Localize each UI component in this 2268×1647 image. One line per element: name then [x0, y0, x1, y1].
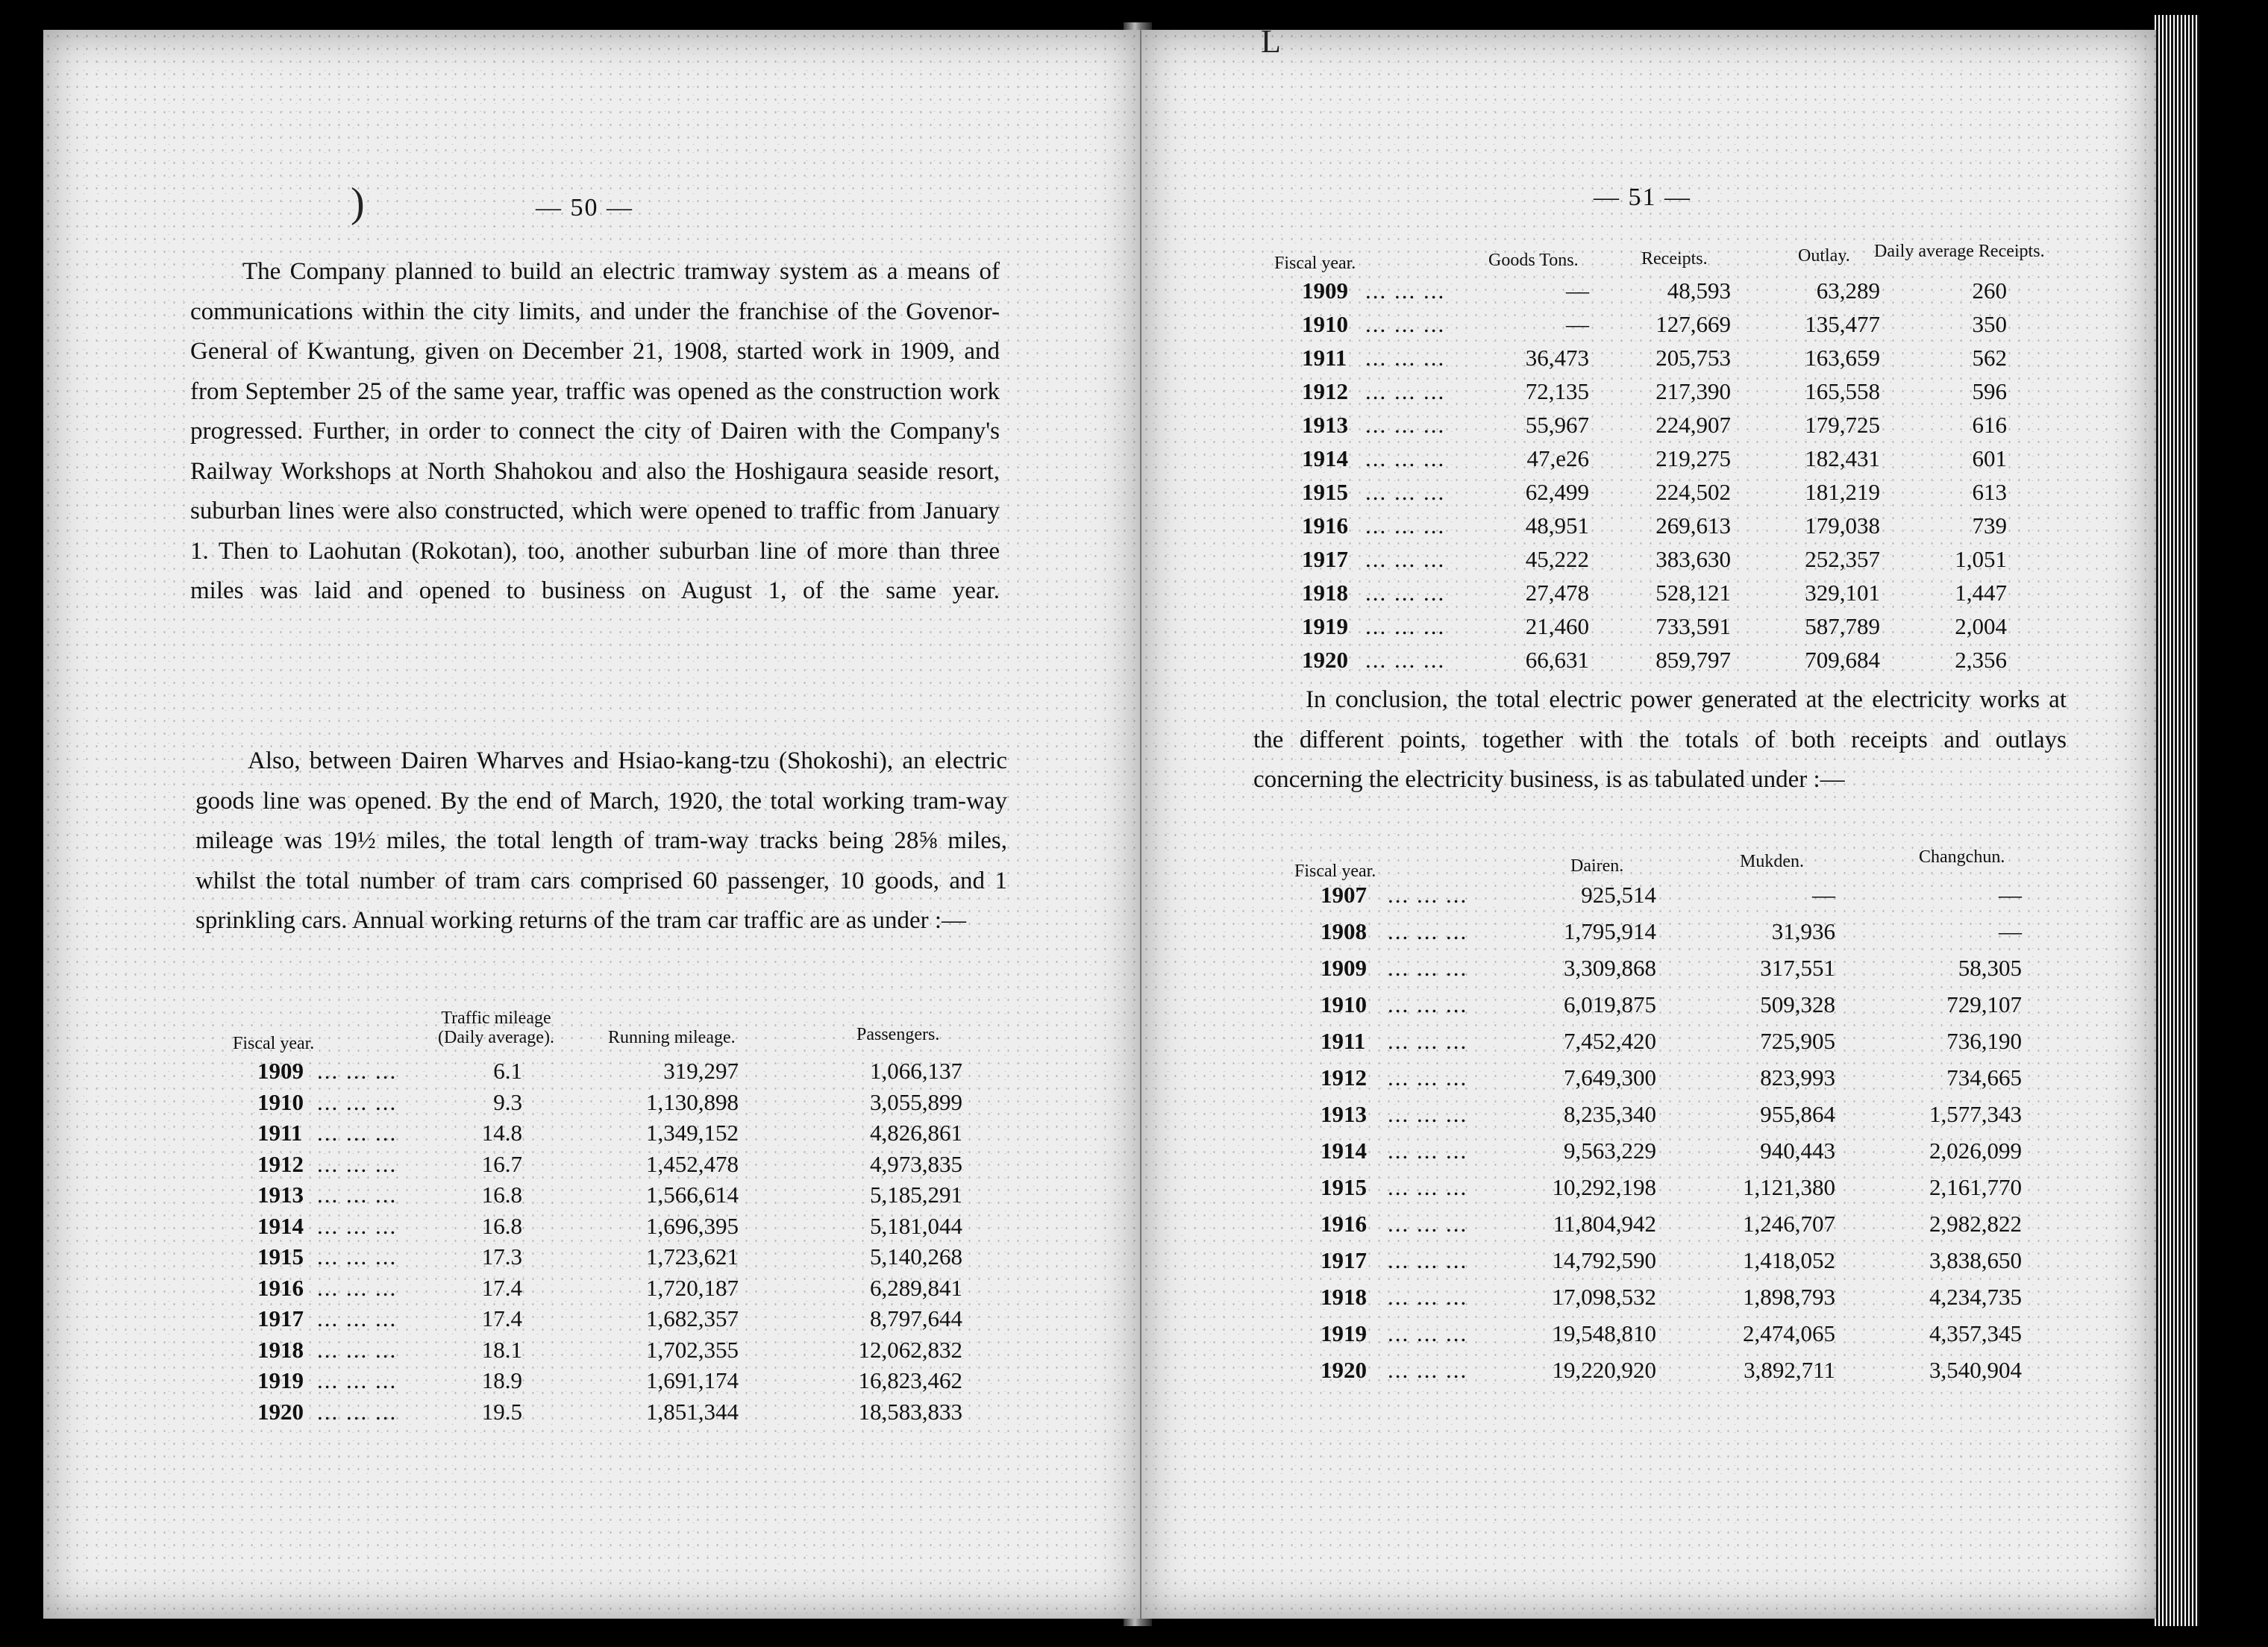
dairen-cell: 7,649,300 [1564, 1064, 1656, 1091]
goods-tons-cell: 66,631 [1525, 647, 1589, 673]
year-cell: 1919 [257, 1367, 304, 1393]
year-cell: 1911 [257, 1120, 303, 1146]
passengers-cell: 16,823,462 [858, 1367, 962, 1393]
leader-dots: ... ... ... [317, 1367, 398, 1393]
year-cell: 1918 [1321, 1284, 1367, 1310]
dairen-cell: 925,514 [1581, 882, 1656, 908]
leader-dots: ... ... ... [1388, 1284, 1468, 1310]
leader-dots: ... ... ... [1388, 1357, 1468, 1383]
mukden-cell: 1,121,380 [1743, 1174, 1835, 1200]
daily-average-cell: 1,051 [1955, 546, 2007, 572]
traffic-mileage-cell: 16.8 [481, 1182, 522, 1208]
outlay-cell: 63,289 [1816, 277, 1880, 304]
changchun-cell: 3,540,904 [1929, 1357, 2022, 1383]
leader-dots: ... ... ... [317, 1088, 398, 1115]
year-cell: 1914 [1302, 445, 1348, 471]
running-mileage-cell: 1,691,174 [646, 1367, 739, 1393]
leader-dots: ... ... ... [317, 1274, 398, 1301]
traffic-mileage-cell: 17.4 [481, 1305, 522, 1331]
traffic-mileage-cell: 6.1 [493, 1058, 522, 1084]
passengers-cell: 1,066,137 [870, 1058, 962, 1084]
leader-dots: ... ... ... [1388, 955, 1468, 981]
receipts-cell: 383,630 [1655, 546, 1731, 572]
leader-dots: ... ... ... [1365, 345, 1446, 371]
running-mileage-cell: 1,702,355 [646, 1336, 739, 1363]
goods-tons-cell: 48,951 [1525, 512, 1589, 539]
header-dairen: Dairen. [1570, 856, 1624, 876]
header-traffic-mileage [425, 1008, 567, 1047]
leader-dots: ... ... ... [317, 1243, 398, 1270]
running-mileage-cell: 1,720,187 [646, 1274, 739, 1301]
header-fiscal-year: Fiscal year. [233, 1034, 315, 1053]
passengers-cell: 5,181,044 [870, 1212, 962, 1239]
page-edges [2155, 15, 2199, 1626]
goods-tons-cell: 72,135 [1525, 378, 1589, 404]
dairen-cell: 3,309,868 [1564, 955, 1656, 981]
leader-dots: ... ... ... [1388, 918, 1468, 944]
leader-dots: ... ... ... [1388, 1138, 1468, 1164]
traffic-mileage-cell: 18.1 [481, 1336, 522, 1363]
goods-tons-cell: 62,499 [1525, 479, 1589, 505]
leader-dots: ... ... ... [317, 1336, 398, 1363]
outlay-cell: 587,789 [1805, 613, 1880, 639]
passengers-cell: 18,583,833 [858, 1398, 962, 1425]
dairen-cell: 19,220,920 [1552, 1357, 1656, 1383]
header-daily-average: Daily average Receipts. [1874, 242, 2045, 261]
running-mileage-cell: 1,130,898 [646, 1088, 739, 1115]
dairen-cell: 17,098,532 [1552, 1284, 1656, 1310]
margin-mark: ) [351, 180, 365, 226]
receipts-cell: 224,907 [1655, 412, 1731, 438]
corner-mark: L [1261, 23, 1281, 60]
leader-dots: ... ... ... [1365, 647, 1446, 673]
goods-tons-cell: — [1566, 311, 1589, 337]
year-cell: 1915 [1302, 479, 1348, 505]
year-cell: 1916 [257, 1274, 304, 1301]
changchun-cell: 2,161,770 [1929, 1174, 2022, 1200]
outlay-cell: 179,725 [1805, 412, 1880, 438]
mukden-cell: 31,936 [1771, 918, 1835, 944]
header-goods-tons: Goods Tons. [1488, 251, 1579, 270]
dairen-cell: 14,792,590 [1552, 1247, 1656, 1273]
changchun-cell: 4,234,735 [1929, 1284, 2022, 1310]
year-cell: 1911 [1302, 345, 1347, 371]
running-mileage-cell: 1,696,395 [646, 1212, 739, 1239]
outlay-cell: 329,101 [1805, 580, 1880, 606]
year-cell: 1919 [1302, 613, 1348, 639]
passengers-cell: 5,140,268 [870, 1243, 962, 1270]
dairen-cell: 19,548,810 [1552, 1320, 1656, 1346]
dairen-cell: 11,804,942 [1553, 1211, 1656, 1237]
header-traffic-line2: (Daily average). [438, 1028, 554, 1047]
header-outlay: Outlay. [1798, 246, 1850, 266]
receipts-cell: 205,753 [1655, 345, 1731, 371]
daily-average-cell: 596 [1972, 378, 2007, 404]
outlay-cell: 182,431 [1805, 445, 1880, 471]
mukden-cell: 509,328 [1760, 991, 1835, 1017]
leader-dots: ... ... ... [317, 1058, 398, 1084]
year-cell: 1915 [1321, 1174, 1367, 1200]
leader-dots: ... ... ... [317, 1120, 398, 1146]
traffic-mileage-cell: 17.3 [481, 1243, 522, 1270]
changchun-cell: 2,026,099 [1929, 1138, 2022, 1164]
running-mileage-cell: 1,682,357 [646, 1305, 739, 1331]
year-cell: 1907 [1321, 882, 1367, 908]
daily-average-cell: 616 [1972, 412, 2007, 438]
mukden-cell: 940,443 [1760, 1138, 1835, 1164]
left-paragraph-1: The Company planned to build an electric tramway system as a means of communications within the city limits, and under the franchise of the Govenor-General of Kwantung, given on December 21, 1908, started work in 1909, and from September 25 of the same year, traffic was opened as the construction work progressed. Further, in order to connect the city of Dairen with the Company's Railway Workshops at North Shahokou and also the Hoshigaura seaside resort, suburban lines were also constructed, which were opened to traffic from January 1. Then to Laohutan (Rokotan), too, another suburban line of more than three miles was laid and opened to business on August 1, of the same year. [190, 258, 1000, 604]
dairen-cell: 10,292,198 [1552, 1174, 1656, 1200]
header-receipts: Receipts. [1641, 249, 1708, 269]
mukden-cell: 725,905 [1760, 1028, 1835, 1054]
leader-dots: ... ... ... [1388, 991, 1468, 1017]
daily-average-cell: 739 [1972, 512, 2007, 539]
daily-average-cell: 601 [1972, 445, 2007, 471]
year-cell: 1910 [1321, 991, 1367, 1017]
passengers-cell: 12,062,832 [858, 1336, 962, 1363]
goods-tons-cell: 36,473 [1525, 345, 1589, 371]
mukden-cell: — [1812, 882, 1835, 908]
mukden-cell: 3,892,711 [1744, 1357, 1835, 1383]
receipts-cell: 224,502 [1655, 479, 1731, 505]
leader-dots: ... ... ... [317, 1398, 398, 1425]
traffic-mileage-cell: 14.8 [481, 1120, 522, 1146]
year-cell: 1918 [257, 1336, 304, 1363]
daily-average-cell: 2,004 [1955, 613, 2007, 639]
traffic-mileage-cell: 17.4 [481, 1274, 522, 1301]
year-cell: 1920 [1302, 647, 1348, 673]
leader-dots: ... ... ... [1365, 277, 1446, 304]
outlay-cell: 709,684 [1805, 647, 1880, 673]
receipts-cell: 269,613 [1655, 512, 1731, 539]
daily-average-cell: 350 [1972, 311, 2007, 337]
leader-dots: ... ... ... [317, 1305, 398, 1331]
outlay-cell: 165,558 [1805, 378, 1880, 404]
dairen-cell: 7,452,420 [1564, 1028, 1656, 1054]
header-mukden: Mukden. [1740, 852, 1804, 871]
year-cell: 1911 [1321, 1028, 1366, 1054]
year-cell: 1912 [257, 1150, 304, 1177]
traffic-mileage-cell: 9.3 [493, 1088, 522, 1115]
changchun-cell: 4,357,345 [1929, 1320, 2022, 1346]
passengers-cell: 4,973,835 [870, 1150, 962, 1177]
daily-average-cell: 2,356 [1955, 647, 2007, 673]
header-changchun: Changchun. [1919, 847, 2005, 867]
changchun-cell: 2,982,822 [1929, 1211, 2022, 1237]
receipts-cell: 48,593 [1667, 277, 1731, 304]
leader-dots: ... ... ... [1388, 1101, 1468, 1127]
changchun-cell: 734,665 [1946, 1064, 2022, 1091]
leader-dots: ... ... ... [317, 1182, 398, 1208]
year-cell: 1912 [1302, 378, 1348, 404]
leader-dots: ... ... ... [1365, 512, 1446, 539]
header-passengers: Passengers. [856, 1025, 940, 1044]
changchun-cell: 1,577,343 [1929, 1101, 2022, 1127]
changchun-cell: — [1999, 882, 2022, 908]
receipts-cell: 733,591 [1655, 613, 1731, 639]
year-cell: 1918 [1302, 580, 1348, 606]
outlay-cell: 179,038 [1805, 512, 1880, 539]
goods-tons-cell: 45,222 [1525, 546, 1589, 572]
leader-dots: ... ... ... [317, 1212, 398, 1239]
year-cell: 1917 [1302, 546, 1348, 572]
running-mileage-cell: 1,452,478 [646, 1150, 739, 1177]
year-cell: 1914 [1321, 1138, 1367, 1164]
leader-dots: ... ... ... [1388, 1247, 1468, 1273]
year-cell: 1914 [257, 1212, 304, 1239]
year-cell: 1920 [257, 1398, 304, 1425]
goods-tons-cell: 27,478 [1525, 580, 1589, 606]
changchun-cell: 729,107 [1946, 991, 2022, 1017]
year-cell: 1908 [1321, 918, 1367, 944]
dairen-cell: 6,019,875 [1564, 991, 1656, 1017]
outlay-cell: 135,477 [1805, 311, 1880, 337]
year-cell: 1913 [1302, 412, 1348, 438]
leader-dots: ... ... ... [1365, 580, 1446, 606]
changchun-cell: 3,838,650 [1929, 1247, 2022, 1273]
traffic-mileage-cell: 18.9 [481, 1367, 522, 1393]
daily-average-cell: 260 [1972, 277, 2007, 304]
passengers-cell: 5,185,291 [870, 1182, 962, 1208]
leader-dots: ... ... ... [1365, 311, 1446, 337]
year-cell: 1920 [1321, 1357, 1367, 1383]
passengers-cell: 6,289,841 [870, 1274, 962, 1301]
header-running-mileage: Running mileage. [608, 1028, 736, 1047]
year-cell: 1913 [1321, 1101, 1367, 1127]
outlay-cell: 252,357 [1805, 546, 1880, 572]
running-mileage-cell: 319,297 [663, 1058, 739, 1084]
changchun-cell: — [1999, 918, 2022, 944]
dairen-cell: 8,235,340 [1564, 1101, 1656, 1127]
year-cell: 1919 [1321, 1320, 1367, 1346]
mukden-cell: 1,246,707 [1743, 1211, 1835, 1237]
outlay-cell: 163,659 [1805, 345, 1880, 371]
header-fiscal-year-2: Fiscal year. [1274, 254, 1356, 273]
year-cell: 1916 [1302, 512, 1348, 539]
daily-average-cell: 1,447 [1955, 580, 2007, 606]
mukden-cell: 1,898,793 [1743, 1284, 1835, 1310]
mukden-cell: 955,864 [1760, 1101, 1835, 1127]
year-cell: 1910 [1302, 311, 1348, 337]
mukden-cell: 317,551 [1760, 955, 1835, 981]
goods-tons-cell: 55,967 [1525, 412, 1589, 438]
mukden-cell: 2,474,065 [1743, 1320, 1835, 1346]
year-cell: 1909 [1302, 277, 1348, 304]
leader-dots: ... ... ... [1365, 412, 1446, 438]
leader-dots: ... ... ... [1365, 479, 1446, 505]
leader-dots: ... ... ... [1388, 1211, 1468, 1237]
changchun-cell: 736,190 [1946, 1028, 2022, 1054]
outlay-cell: 181,219 [1805, 479, 1880, 505]
passengers-cell: 4,826,861 [870, 1120, 962, 1146]
leader-dots: ... ... ... [1365, 546, 1446, 572]
leader-dots: ... ... ... [1365, 445, 1446, 471]
header-fiscal-year-3: Fiscal year. [1294, 862, 1376, 881]
leader-dots: ... ... ... [1388, 882, 1468, 908]
left-paragraph-2: Also, between Dairen Wharves and Hsiao-kang-tzu (Shokoshi), an electric goods line was opened. By the end of March, 1920, the total working tram-way mileage was 19½ miles, the total length of tram-way tracks being 28⅝ miles, whilst the total number of tram cars comprised 60 passenger, 10 goods, and 1 sprinkling cars. Annual working returns of the tram car traffic are as under :— [195, 747, 1007, 934]
header-traffic-line1: Traffic mileage [441, 1008, 551, 1028]
receipts-cell: 859,797 [1655, 647, 1731, 673]
leader-dots: ... ... ... [1365, 613, 1446, 639]
running-mileage-cell: 1,566,614 [646, 1182, 739, 1208]
running-mileage-cell: 1,349,152 [646, 1120, 739, 1146]
dairen-cell: 1,795,914 [1564, 918, 1656, 944]
year-cell: 1913 [257, 1182, 304, 1208]
goods-tons-cell: 47,e26 [1526, 445, 1589, 471]
passengers-cell: 3,055,899 [870, 1088, 962, 1115]
year-cell: 1910 [257, 1088, 304, 1115]
page-number-right: — 51 — [1594, 183, 1691, 211]
leader-dots: ... ... ... [1388, 1064, 1468, 1091]
running-mileage-cell: 1,851,344 [646, 1398, 739, 1425]
receipts-cell: 219,275 [1655, 445, 1731, 471]
right-paragraph: In conclusion, the total electric power generated at the electricity works at the different points, together with the totals of both receipts and outlays concerning the electricity business, is as tabulated under :— [1253, 686, 2067, 793]
year-cell: 1915 [257, 1243, 304, 1270]
leader-dots: ... ... ... [1365, 378, 1446, 404]
page-number-left: — 50 — [536, 194, 633, 222]
year-cell: 1917 [257, 1305, 304, 1331]
leader-dots: ... ... ... [1388, 1174, 1468, 1200]
receipts-cell: 127,669 [1655, 311, 1731, 337]
leader-dots: ... ... ... [317, 1150, 398, 1177]
traffic-mileage-cell: 19.5 [481, 1398, 522, 1425]
dairen-cell: 9,563,229 [1564, 1138, 1656, 1164]
receipts-cell: 217,390 [1655, 378, 1731, 404]
year-cell: 1912 [1321, 1064, 1367, 1091]
traffic-mileage-cell: 16.7 [481, 1150, 522, 1177]
passengers-cell: 8,797,644 [870, 1305, 962, 1331]
receipts-cell: 528,121 [1655, 580, 1731, 606]
year-cell: 1909 [257, 1058, 304, 1084]
year-cell: 1909 [1321, 955, 1367, 981]
year-cell: 1916 [1321, 1211, 1367, 1237]
running-mileage-cell: 1,723,621 [646, 1243, 739, 1270]
goods-tons-cell: — [1566, 277, 1589, 304]
leader-dots: ... ... ... [1388, 1028, 1468, 1054]
changchun-cell: 58,305 [1958, 955, 2022, 981]
year-cell: 1917 [1321, 1247, 1367, 1273]
mukden-cell: 1,418,052 [1743, 1247, 1835, 1273]
leader-dots: ... ... ... [1388, 1320, 1468, 1346]
goods-tons-cell: 21,460 [1525, 613, 1589, 639]
daily-average-cell: 562 [1972, 345, 2007, 371]
traffic-mileage-cell: 16.8 [481, 1212, 522, 1239]
daily-average-cell: 613 [1972, 479, 2007, 505]
mukden-cell: 823,993 [1760, 1064, 1835, 1091]
